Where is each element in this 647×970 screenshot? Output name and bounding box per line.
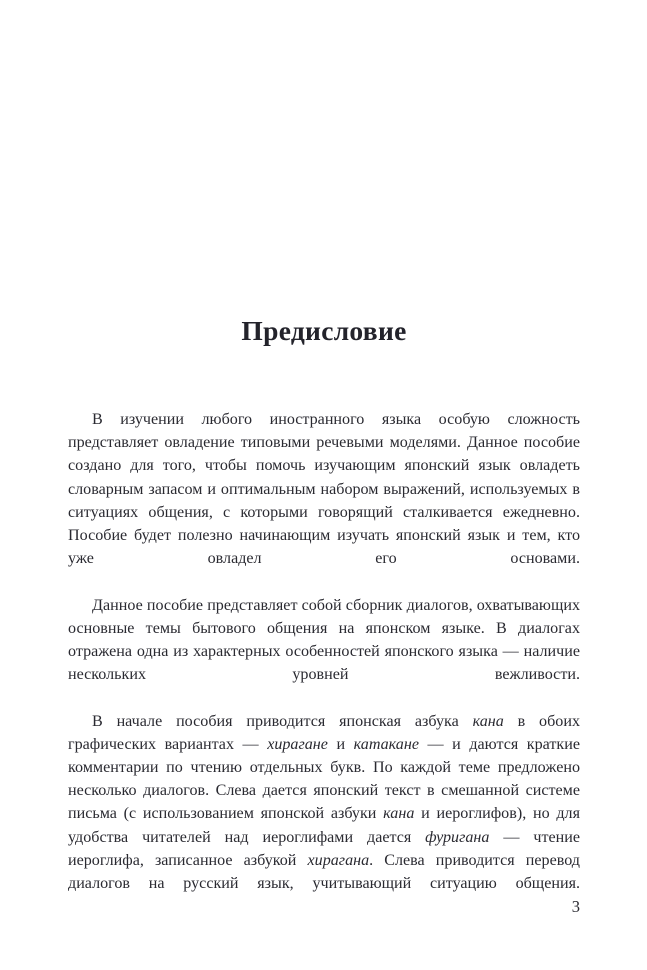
page-number: 3 [571,897,580,916]
emphasis-term: кана [472,712,504,730]
emphasis-term: хирагане [267,735,328,753]
emphasis-term: фуригана [425,828,490,846]
preface-body [68,408,580,918]
page-title: Предисловие [241,315,407,347]
emphasis-term: катакане [353,735,419,753]
paragraph-1: В изучении любого иностранного языка особую сложность представляет овладение типовыми речевыми моделями. Данное пособие создано для того, чтобы помочь изучающим японский язык овладеть словарным запасом и оптимальным набором выражений, используемых в ситуациях общения, с которыми говорящий сталкивается ежедневно. Пособие будет полезно начинающим изучать японский язык и тем, кто уже овладел его основами. [68,411,580,568]
paragraph-3: В начале пособия приводится японская азбука кана в обоих графических вариантах — хирагане и катакане — и даются краткие комментарии по чтению отдельных букв. По каждой теме предложено несколько диалогов. Слева дается японский текст в смешанной системе письма (с использованием японской азбуки кана и иероглифов), но для удобства читателей над иероглифами дается фуригана — чтение иероглифа, записанное азбукой хирагана. Слева приводится перевод диалогов на русский язык, учитывающий ситуацию общения. [68,712,581,893]
emphasis-term: хирагана [307,851,370,869]
emphasis-term: кана [383,805,415,823]
paragraph-2: Данное пособие представляет собой сборник диалогов, охватывающих основные темы бытового общения на японском языке. В диалогах отражена одна из характерных особенностей японского языка — наличие нескольких уровней вежливости. [68,596,580,684]
